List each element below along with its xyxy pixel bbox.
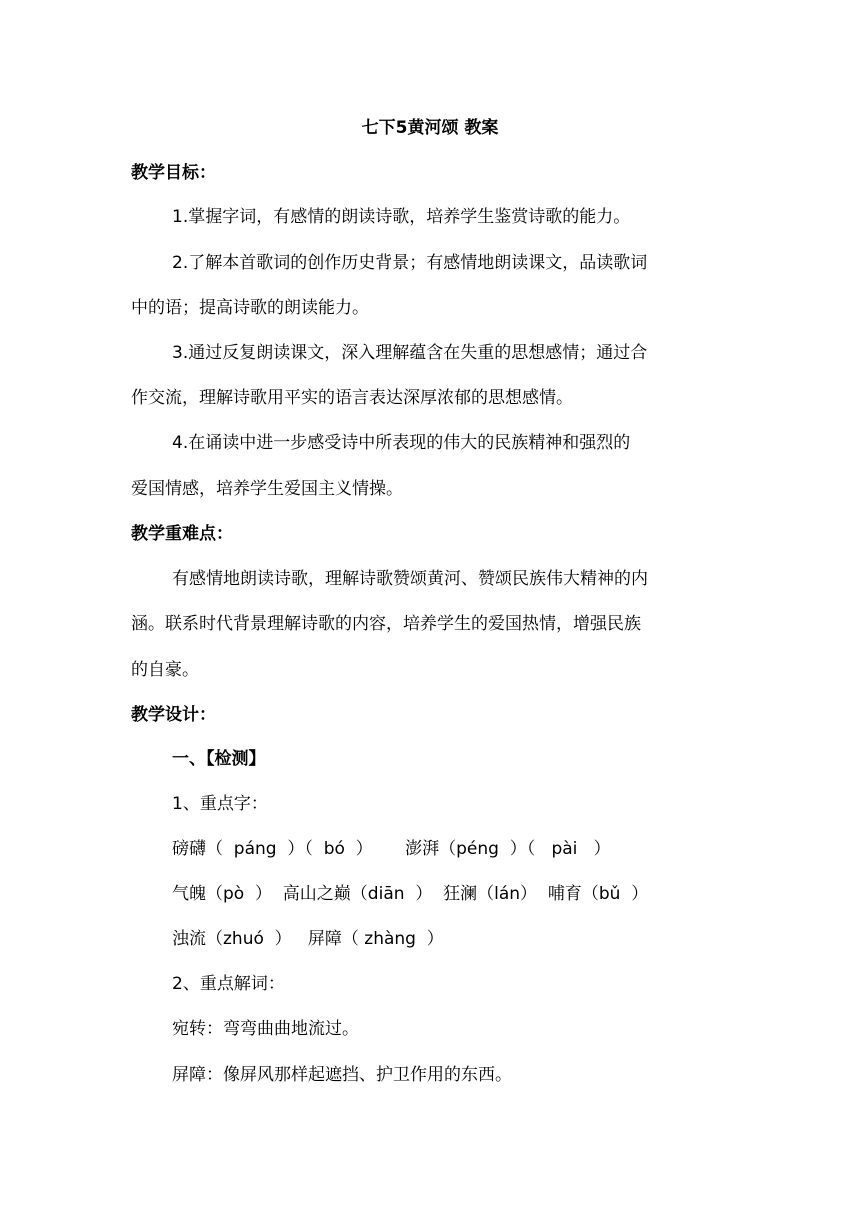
key-points-line-2: 涵。联系时代背景理解诗歌的内容，培养学生的爱国热情，增强民族 [131,614,641,634]
key-characters-line-1: 磅礴（ páng ）（ bó ） 澎湃（péng ）（ pài ） [172,839,611,859]
key-characters-line-3: 浊流（zhuó ） 屏障（ zhàng ） [172,929,444,949]
objective-line-3: 中的语；提高诗歌的朗读能力。 [131,298,369,318]
key-word-2: 屏障：像屏风那样起遮挡、护卫作用的东西。 [172,1065,512,1085]
objective-line-5: 作交流，理解诗歌用平实的语言表达深厚浓郁的思想感情。 [131,388,573,408]
section-1-heading: 一、【检测】 [172,749,266,769]
design-heading: 教学设计： [131,705,216,725]
key-points-line-3: 的自豪。 [131,660,199,680]
objective-line-6: 4.在诵读中进一步感受诗中所表现的伟大的民族精神和强烈的 [172,433,631,453]
key-word-1: 宛转：弯弯曲曲地流过。 [172,1019,359,1039]
key-words-label: 2、重点解词： [172,974,285,994]
objective-line-2: 2.了解本首歌词的创作历史背景；有感情地朗读课文，品读歌词 [172,253,648,273]
key-characters-label: 1、重点字： [172,794,268,814]
objective-line-7: 爱国情感，培养学生爱国主义情操。 [131,479,403,499]
key-points-line-1: 有感情地朗读诗歌，理解诗歌赞颂黄河、赞颂民族伟大精神的内 [172,569,648,589]
document-title: 七下5黄河颂 教案 [361,118,499,138]
key-points-heading: 教学重难点： [131,524,233,544]
objective-line-1: 1.掌握字词，有感情的朗读诗歌，培养学生鉴赏诗歌的能力。 [172,207,631,227]
objective-line-4: 3.通过反复朗读课文，深入理解蕴含在失重的思想感情；通过合 [172,343,648,363]
key-characters-line-2: 气魄（pò ） 高山之巅（diān ） 狂澜（lán） 哺育（bǔ ） [172,884,649,904]
objectives-heading: 教学目标： [131,163,216,183]
